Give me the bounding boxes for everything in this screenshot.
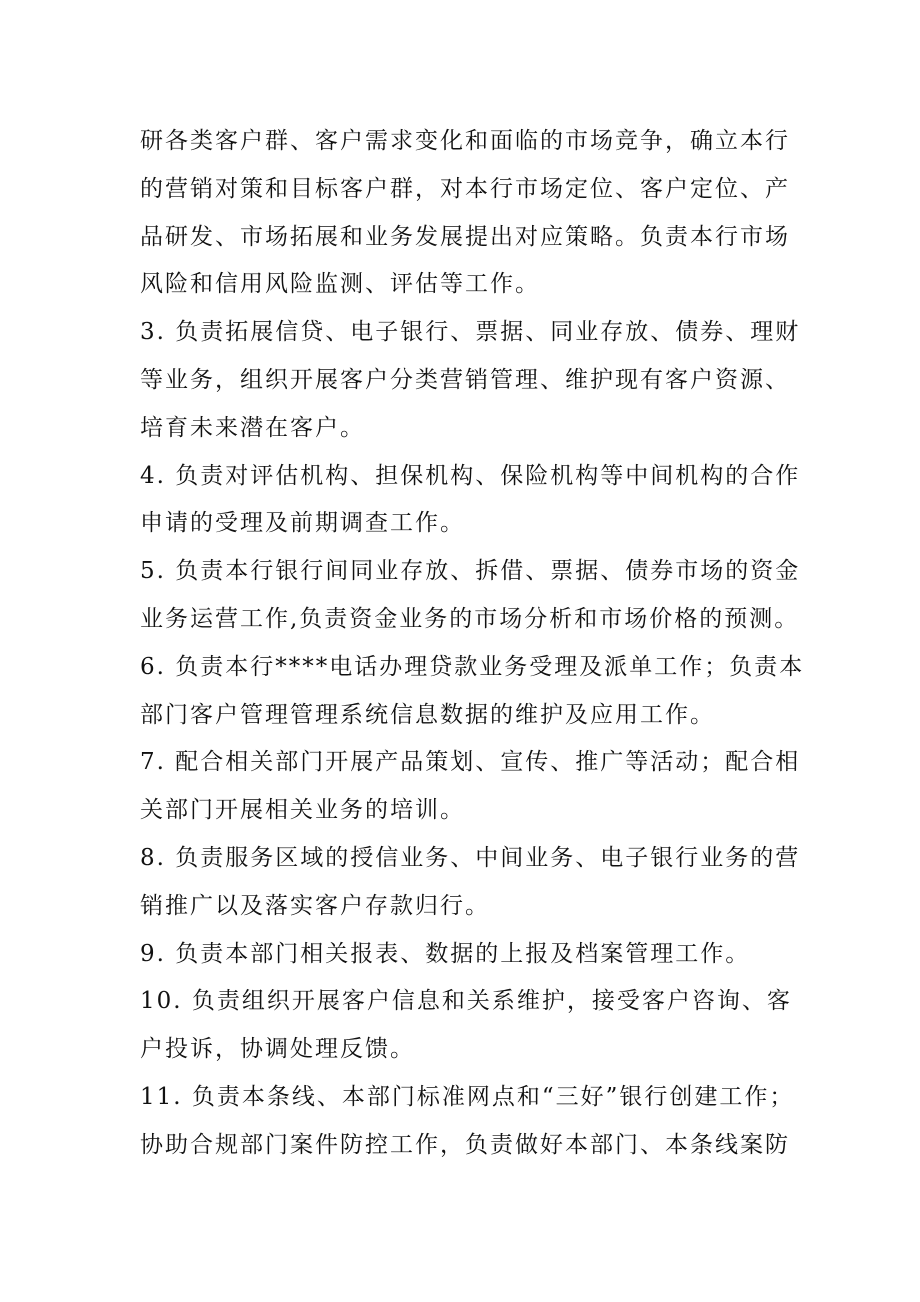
text-line: 关部门开展相关业务的培训。 (140, 797, 465, 824)
text-line: 品研发、市场拓展和业务发展提出对应策略。负责本行市场 (140, 223, 790, 250)
text-line: 6. 负责本行****电话办理贷款业务受理及派单工作；负责本 (140, 653, 805, 680)
text-line: 部门客户管理管理系统信息数据的维护及应用工作。 (140, 701, 715, 728)
text-line: 等业务，组织开展客户分类营销管理、维护现有客户资源、 (140, 366, 790, 393)
text-line: 11. 负责本条线、本部门标准网点和“三好”银行创建工作； (140, 1083, 795, 1110)
text-line: 协助合规部门案件防控工作，负责做好本部门、本条线案防 (140, 1131, 790, 1158)
text-line: 4. 负责对评估机构、担保机构、保险机构等中间机构的合作 (140, 462, 801, 489)
text-line: 8. 负责服务区域的授信业务、中间业务、电子银行业务的营 (140, 844, 801, 871)
text-line: 研各类客户群、客户需求变化和面临的市场竞争，确立本行 (140, 128, 790, 154)
text-line: 5. 负责本行银行间同业存放、拆借、票据、债券市场的资金 (140, 558, 801, 585)
document-body (140, 118, 810, 1170)
text-line: 风险和信用风险监测、评估等工作。 (140, 271, 540, 298)
text-line: 7. 配合相关部门开展产品策划、宣传、推广等活动；配合相 (140, 749, 801, 776)
text-line: 9. 负责本部门相关报表、数据的上报及档案管理工作。 (140, 940, 751, 967)
text-line: 10. 负责组织开展客户信息和关系维护，接受客户咨询、客 (140, 988, 792, 1015)
text-line: 申请的受理及前期调查工作。 (140, 510, 465, 537)
text-line: 培育未来潜在客户。 (140, 414, 365, 441)
text-line: 的营销对策和目标客户群，对本行市场定位、客户定位、产 (140, 175, 790, 202)
text-line: 销推广以及落实客户存款归行。 (140, 892, 490, 919)
text-line: 业务运营工作,负责资金业务的市场分析和市场价格的预测。 (140, 605, 800, 632)
text-line: 3. 负责拓展信贷、电子银行、票据、同业存放、债券、理财 (140, 319, 801, 346)
text-line: 户投诉，协调处理反馈。 (140, 1036, 415, 1063)
